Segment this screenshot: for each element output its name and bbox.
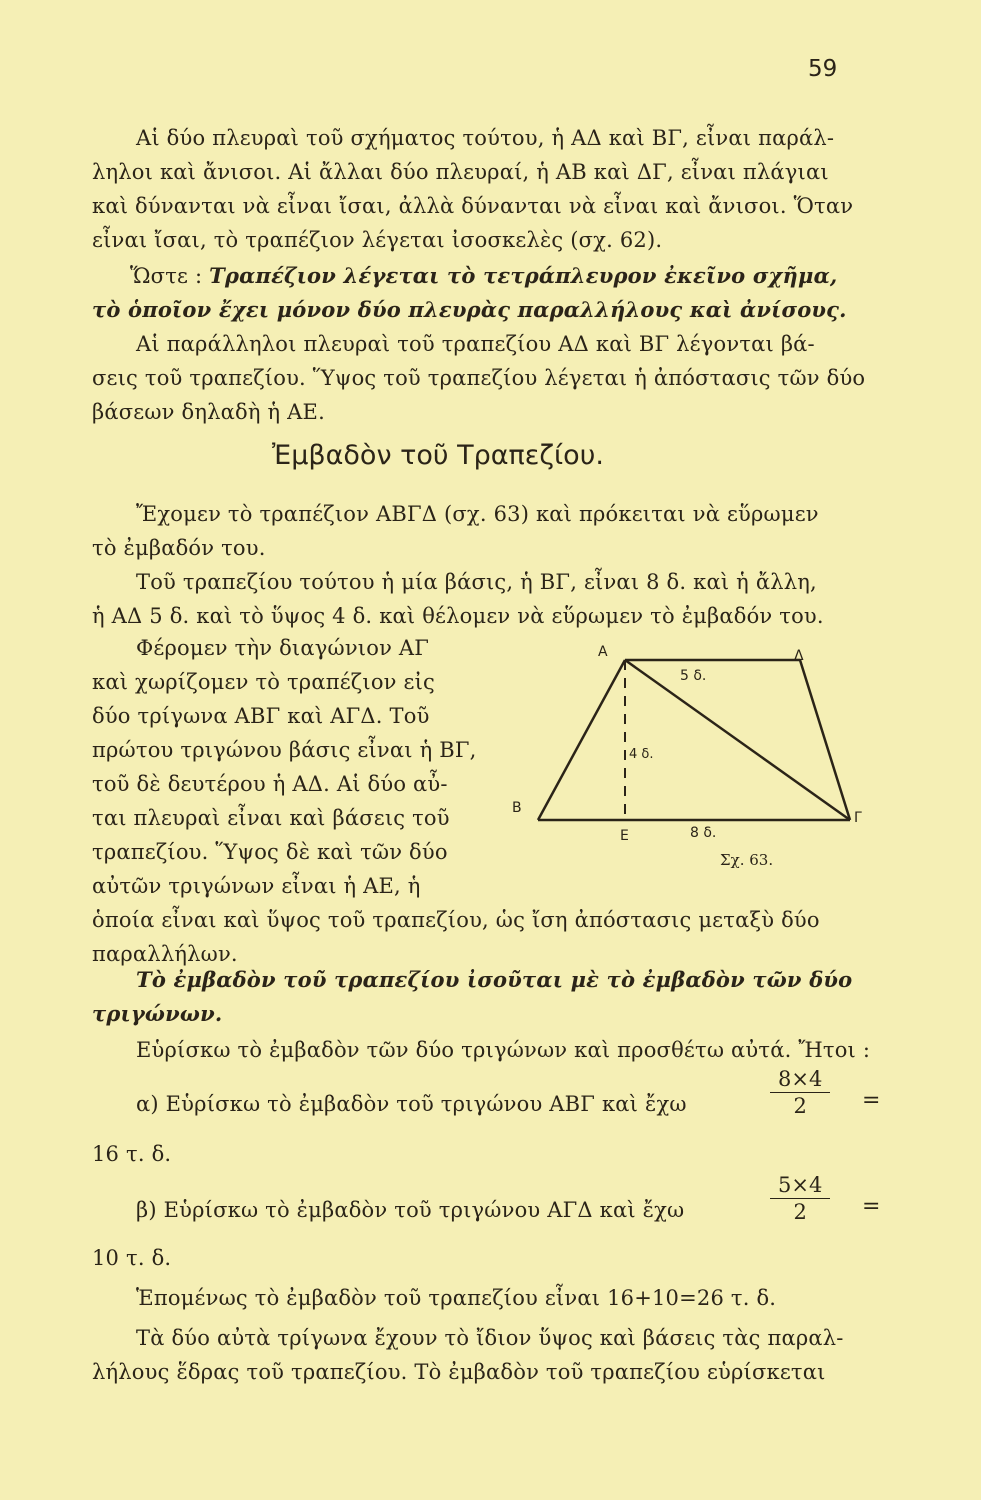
text-line: Αἱ δύο πλευραὶ τοῦ σχήματος τούτου, ἡ ΑΔ καὶ ΒΓ, εἶναι παράλ- bbox=[136, 126, 835, 150]
fraction-numerator: 8×4 bbox=[770, 1066, 830, 1093]
trapezoid-figure bbox=[510, 640, 880, 880]
text-line: αὐτῶν τριγώνων εἶναι ἡ ΑΕ, ἡ bbox=[92, 874, 421, 898]
equals-sign: = bbox=[862, 1088, 881, 1113]
text-line: βάσεων δηλαδὴ ἡ ΑΕ. bbox=[92, 400, 325, 424]
definition-line: τὸ ὁποῖον ἔχει μόνον δύο πλευρὰς παραλλήλους καὶ ἀνίσους. bbox=[92, 297, 847, 322]
vertex-label: Δ bbox=[794, 648, 804, 664]
page-number: 59 bbox=[808, 56, 838, 82]
text-line: δύο τρίγωνα ΑΒΓ καὶ ΑΓΔ. Τοῦ bbox=[92, 704, 430, 728]
fraction bbox=[770, 1066, 830, 1119]
text-line: παραλλήλων. bbox=[92, 942, 238, 966]
text-line: τοῦ δὲ δευτέρου ἡ ΑΔ. Αἱ δύο αὖ- bbox=[92, 772, 448, 796]
conclusion-line: Ἑπομένως τὸ ἐμβαδὸν τοῦ τραπεζίου εἶναι 16+10=26 τ. δ. bbox=[136, 1286, 777, 1310]
vertex-label: Γ bbox=[854, 810, 862, 826]
fraction-denominator: 2 bbox=[793, 1200, 807, 1224]
section-heading: Ἐμβαδὸν τοῦ Τραπεζίου. bbox=[272, 440, 604, 471]
text-line: καὶ δύνανται νὰ εἶναι ἴσαι, ἀλλὰ δύνανται νὰ εἶναι καὶ ἄνισοι. Ὅταν bbox=[92, 194, 854, 218]
text-line: σεις τοῦ τραπεζίου. Ὕψος τοῦ τραπεζίου λέγεται ἡ ἀπόστασις τῶν δύο bbox=[92, 366, 866, 390]
text-line: εἶναι ἴσαι, τὸ τραπέζιον λέγεται ἰσοσκελὲς (σχ. 62). bbox=[92, 228, 663, 252]
text-line: ἡ ΑΔ 5 δ. καὶ τὸ ὕψος 4 δ. καὶ θέλομεν νὰ εὕρωμεν τὸ ἐμβαδόν του. bbox=[92, 604, 824, 628]
vertex-label: Β bbox=[512, 800, 522, 816]
text-line: ληλοι καὶ ἄνισοι. Αἱ ἄλλαι δύο πλευραί, ἡ ΑΒ καὶ ΔΓ, εἶναι πλάγιαι bbox=[92, 160, 829, 184]
text-line: ὁποία εἶναι καὶ ὕψος τοῦ τραπεζίου, ὡς ἴση ἀπόστασις μεταξὺ δύο bbox=[92, 908, 820, 932]
text-line: Εὑρίσκω τὸ ἐμβαδὸν τῶν δύο τριγώνων καὶ προσθέτω αὐτά. Ἤτοι : bbox=[136, 1038, 871, 1062]
text-line: πρώτου τριγώνου βάσις εἶναι ἡ ΒΓ, bbox=[92, 738, 477, 762]
text-line: Τὰ δύο αὐτὰ τρίγωνα ἔχουν τὸ ἴδιον ὕψος καὶ βάσεις τὰς παραλ- bbox=[136, 1326, 844, 1350]
figure-caption: Σχ. 63. bbox=[720, 851, 774, 869]
result-line: 16 τ. δ. bbox=[92, 1142, 172, 1166]
dimension-label: 5 δ. bbox=[680, 668, 707, 684]
text-line: Φέρομεν τὴν διαγώνιον ΑΓ bbox=[136, 636, 430, 660]
rule-line: Τὸ ἐμβαδὸν τοῦ τραπεζίου ἰσοῦται μὲ τὸ ἐμβαδὸν τῶν δύο bbox=[136, 967, 853, 992]
definition-intro: Ὥστε : bbox=[130, 264, 203, 288]
fraction bbox=[770, 1172, 830, 1225]
dimension-label: 8 δ. bbox=[690, 825, 717, 841]
step-line: α) Εὑρίσκω τὸ ἐμβαδὸν τοῦ τριγώνου ΑΒΓ καὶ ἔχω bbox=[136, 1092, 687, 1116]
vertex-label: Ε bbox=[620, 828, 629, 844]
vertex-label: Α bbox=[598, 644, 608, 660]
text-line: Ἔχομεν τὸ τραπέζιον ΑΒΓΔ (σχ. 63) καὶ πρόκειται νὰ εὕρωμεν bbox=[136, 502, 819, 526]
text-line: Τοῦ τραπεζίου τούτου ἡ μία βάσις, ἡ ΒΓ, εἶναι 8 δ. καὶ ἡ ἄλλη, bbox=[136, 570, 817, 594]
fraction-numerator: 5×4 bbox=[770, 1172, 830, 1199]
text-line: λήλους ἕδρας τοῦ τραπεζίου. Τὸ ἐμβαδὸν τοῦ τραπεζίου εὑρίσκεται bbox=[92, 1360, 826, 1384]
result-line: 10 τ. δ. bbox=[92, 1246, 172, 1270]
text-line: Αἱ παράλληλοι πλευραὶ τοῦ τραπεζίου ΑΔ καὶ ΒΓ λέγονται βά- bbox=[136, 332, 815, 356]
step-line: β) Εὑρίσκω τὸ ἐμβαδὸν τοῦ τριγώνου ΑΓΔ καὶ ἔχω bbox=[136, 1198, 685, 1222]
text-line: τὸ ἐμβαδόν του. bbox=[92, 536, 266, 560]
left-leg-line bbox=[538, 660, 625, 820]
diagonal-line bbox=[625, 660, 850, 820]
text-line: ται πλευραὶ εἶναι καὶ βάσεις τοῦ bbox=[92, 806, 450, 830]
definition-line bbox=[130, 262, 837, 290]
definition-text: Τραπέζιον λέγεται τὸ τετράπλευρον ἐκεῖνο σχῆμα, bbox=[209, 263, 838, 288]
rule-line: τριγώνων. bbox=[92, 1001, 223, 1026]
fraction-denominator: 2 bbox=[793, 1094, 807, 1118]
text-line: τραπεζίου. Ὕψος δὲ καὶ τῶν δύο bbox=[92, 840, 448, 864]
dimension-label: 4 δ. bbox=[629, 747, 654, 762]
text-line: καὶ χωρίζομεν τὸ τραπέζιον εἰς bbox=[92, 670, 435, 694]
right-leg-line bbox=[800, 660, 850, 820]
equals-sign: = bbox=[862, 1194, 881, 1219]
